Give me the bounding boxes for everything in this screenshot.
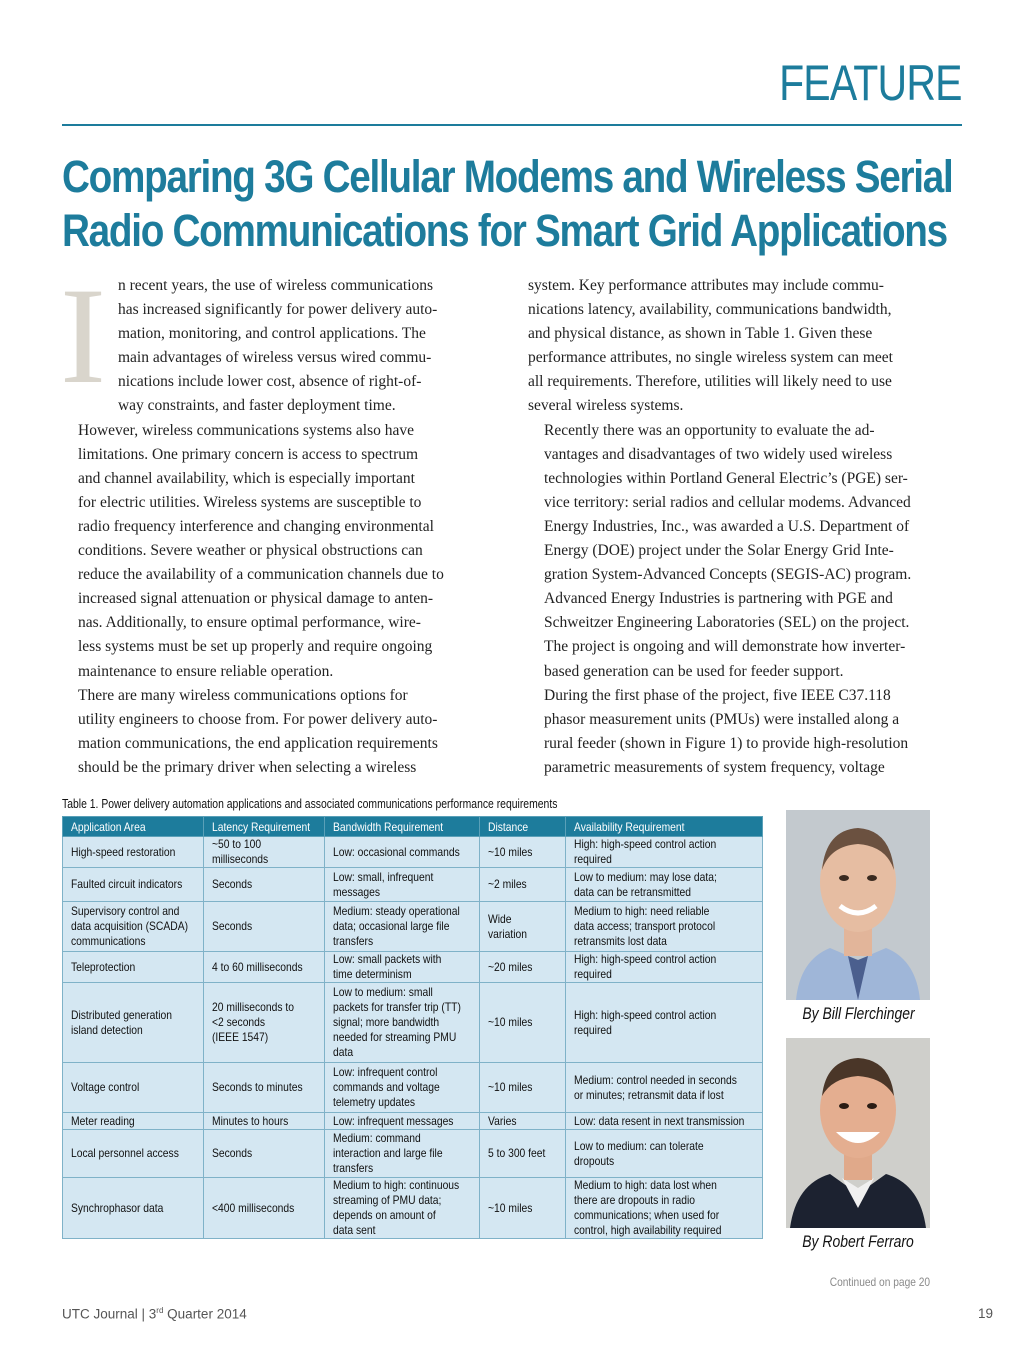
text-line: main advantages of wireless versus wired commu- xyxy=(117,349,432,367)
paragraph-lines xyxy=(60,259,467,419)
header-rule xyxy=(62,124,962,126)
table-body xyxy=(63,837,763,1239)
table-caption: Table 1. Power delivery automation applications and associated communications performance requirements xyxy=(62,796,558,811)
table-cell: 20 milliseconds to <2 seconds (IEEE 1547) xyxy=(204,983,325,1063)
table-cell: Low to medium: can tolerate dropouts xyxy=(566,1130,763,1178)
text-line: has increased significantly for power delivery auto- xyxy=(117,301,438,319)
table-cell: Synchrophasor data xyxy=(63,1178,204,1239)
table-cell: ~10 miles xyxy=(480,983,566,1063)
table-cell: ~2 miles xyxy=(480,868,566,902)
text-line: During the first phase of the project, five IEEE C37.118 xyxy=(544,686,891,704)
text-line: for electric utilities. Wireless systems are susceptible to xyxy=(78,493,422,511)
text-line: performance attributes, no single wireless system can meet xyxy=(528,349,893,367)
table-cell: Supervisory control and data acquisition (SCADA) communications xyxy=(63,902,204,952)
requirements-table xyxy=(62,816,762,1256)
author-portrait-icon xyxy=(786,810,930,1000)
text-line: n recent years, the use of wireless communications xyxy=(117,277,434,294)
text-line: Energy (DOE) project under the Solar Energy Grid Inte- xyxy=(544,542,894,560)
text-line: maintenance to ensure reliable operation. xyxy=(78,662,334,680)
table-cell: Low: data resent in next transmission xyxy=(566,1113,763,1130)
table-cell: Seconds xyxy=(204,902,325,952)
author-portrait-icon xyxy=(786,1038,930,1228)
text-line: The project is ongoing and will demonstrate how inverter- xyxy=(544,638,906,656)
table-cell: <400 milliseconds xyxy=(204,1178,325,1239)
table-cell: Low to medium: small packets for transfer trip (TT) signal; more bandwidth needed for streaming PMU data xyxy=(325,983,480,1063)
table-cell: ~10 miles xyxy=(480,1063,566,1113)
table-cell: High-speed restoration xyxy=(63,837,204,868)
table-cell: Medium: control needed in seconds or minutes; retransmit data if lost xyxy=(566,1063,763,1113)
table-cell: High: high-speed control action required xyxy=(566,983,763,1063)
author-byline: By Robert Ferraro xyxy=(802,1232,914,1251)
table-cell: Medium: steady operational data; occasional large file transfers xyxy=(325,902,480,952)
text-line: and physical distance, as shown in Table 1. Given these xyxy=(528,325,873,343)
table-cell: Local personnel access xyxy=(63,1130,204,1178)
text-line: limitations. One primary concern is access to spectrum xyxy=(78,445,419,463)
text-line: utility engineers to choose from. For power delivery auto- xyxy=(78,710,438,728)
column-header: Application Area xyxy=(63,817,204,837)
table-header-row xyxy=(63,817,763,837)
text-line: radio frequency interference and changing environmental xyxy=(78,517,434,535)
table-cell: ~20 miles xyxy=(480,952,566,983)
text-line: all requirements. Therefore, utilities will likely need to use xyxy=(528,373,892,391)
table-cell: Medium: command interaction and large file transfers xyxy=(325,1130,480,1178)
table-cell: ~50 to 100 milliseconds xyxy=(204,837,325,868)
table-cell: Low: infrequent messages xyxy=(325,1113,480,1130)
text-line: mation, monitoring, and control applications. The xyxy=(117,325,426,343)
text-line: nas. Additionally, to ensure optimal performance, wire- xyxy=(78,614,421,632)
paragraph xyxy=(60,259,467,419)
text-line: mation communications, the end application requirements xyxy=(78,734,438,752)
author-photo xyxy=(786,1038,930,1228)
table-cell: Seconds xyxy=(204,1130,325,1178)
table-row xyxy=(63,1178,763,1239)
text-line: reduce the availability of a communication channels due to xyxy=(78,566,444,584)
headline-line: Radio Communications for Smart Grid Applications xyxy=(62,205,947,256)
table-row xyxy=(63,983,763,1063)
text-line: vantages and disadvantages of two widely used wireless xyxy=(544,445,893,463)
column-header: Availability Requirement xyxy=(566,817,763,837)
table-cell: ~10 miles xyxy=(480,837,566,868)
table-cell: Medium to high: need reliable data access; transport protocol retransmits lost data xyxy=(566,902,763,952)
text-line: conditions. Severe weather or physical obstructions can xyxy=(78,542,423,560)
table-cell: Varies xyxy=(480,1113,566,1130)
text-line: Recently there was an opportunity to evaluate the ad- xyxy=(544,421,875,439)
drop-cap: I xyxy=(60,259,106,412)
table-row xyxy=(63,1063,763,1113)
headline-line: Comparing 3G Cellular Modems and Wireless Serial xyxy=(62,151,953,202)
text-line: vice territory: serial radios and cellular modems. Advanced xyxy=(544,493,911,511)
text-line: nications latency, availability, communications bandwidth, xyxy=(528,301,892,319)
author-byline: By Bill Flerchinger xyxy=(801,1004,915,1023)
text-line: Advanced Energy Industries is partnering with PGE and xyxy=(544,590,893,608)
text-line: There are many wireless communications options for xyxy=(78,686,408,704)
table-row xyxy=(63,1113,763,1130)
text-line: should be the primary driver when selecting a wireless xyxy=(78,758,417,776)
table-cell: High: high-speed control action required xyxy=(566,952,763,983)
table-cell: Minutes to hours xyxy=(204,1113,325,1130)
table-cell: Low: small packets with time determinism xyxy=(325,952,480,983)
table-cell: Voltage control xyxy=(63,1063,204,1113)
table-cell: Low to medium: may lose data; data can be retransmitted xyxy=(566,868,763,902)
text-line: nications include lower cost, absence of right-of- xyxy=(117,373,422,391)
text-line: Schweitzer Engineering Laboratories (SEL) on the project. xyxy=(544,614,910,632)
paragraph xyxy=(528,684,933,780)
text-line: increased signal attenuation or physical damage to anten- xyxy=(78,590,434,608)
text-line: way constraints, and faster deployment time. xyxy=(117,397,396,415)
text-line: system. Key performance attributes may include commu- xyxy=(528,277,884,294)
text-line: rural feeder (shown in Figure 1) to provide high-resolution xyxy=(544,734,909,752)
table-cell: High: high-speed control action required xyxy=(566,837,763,868)
paragraph xyxy=(62,684,467,780)
paragraph xyxy=(62,419,467,684)
table-row xyxy=(63,868,763,902)
table-row xyxy=(63,952,763,983)
table-cell: Medium to high: continuous streaming of PMU data; depends on amount of data sent xyxy=(325,1178,480,1239)
table-cell: Seconds xyxy=(204,868,325,902)
table-cell: Low: infrequent control commands and voltage telemetry updates xyxy=(325,1063,480,1113)
table-row xyxy=(63,1130,763,1178)
continued-note: Continued on page 20 xyxy=(829,1275,930,1289)
table-cell: Distributed generation island detection xyxy=(63,983,204,1063)
column-header: Bandwidth Requirement xyxy=(325,817,480,837)
text-line: However, wireless communications systems also have xyxy=(78,421,414,439)
table-cell: Low: occasional commands xyxy=(325,837,480,868)
body-column-left xyxy=(60,259,467,780)
body-column-right xyxy=(528,274,933,780)
paragraph xyxy=(528,274,933,419)
article-headline xyxy=(62,150,962,258)
text-line: Energy Industries, Inc., was awarded a U.S. Department of xyxy=(544,517,910,535)
table-cell: 5 to 300 feet xyxy=(480,1130,566,1178)
text-line: several wireless systems. xyxy=(528,397,684,415)
table-cell: Seconds to minutes xyxy=(204,1063,325,1113)
table-cell: Meter reading xyxy=(63,1113,204,1130)
column-header: Latency Requirement xyxy=(204,817,325,837)
table-cell: Wide variation xyxy=(480,902,566,952)
text-line: phasor measurement units (PMUs) were installed along a xyxy=(544,710,900,728)
text-line: parametric measurements of system frequency, voltage xyxy=(544,758,885,776)
page-number: 19 xyxy=(977,1306,993,1321)
author-photo xyxy=(786,810,930,1000)
table-cell: Teleprotection xyxy=(63,952,204,983)
journal-footer: UTC Journal | 3rd Quarter 2014 xyxy=(62,1306,247,1322)
text-line: less systems must be set up properly and require ongoing xyxy=(78,638,433,656)
table-cell: ~10 miles xyxy=(480,1178,566,1239)
text-line: gration System-Advanced Concepts (SEGIS-AC) program. xyxy=(544,566,912,584)
table-row xyxy=(63,837,763,868)
column-header: Distance xyxy=(480,817,566,837)
table-cell: Low: small, infrequent messages xyxy=(325,868,480,902)
table-cell: Faulted circuit indicators xyxy=(63,868,204,902)
text-line: and channel availability, which is especially important xyxy=(78,469,415,487)
paragraph xyxy=(528,419,933,684)
text-line: based generation can be used for feeder support. xyxy=(544,662,844,680)
section-label: FEATURE xyxy=(779,55,962,111)
table-cell: 4 to 60 milliseconds xyxy=(204,952,325,983)
text-line: technologies within Portland General Electric’s (PGE) ser- xyxy=(544,469,908,487)
table-row xyxy=(63,902,763,952)
table-cell: Medium to high: data lost when there are dropouts in radio communications; when used for control, high availability required xyxy=(566,1178,763,1239)
